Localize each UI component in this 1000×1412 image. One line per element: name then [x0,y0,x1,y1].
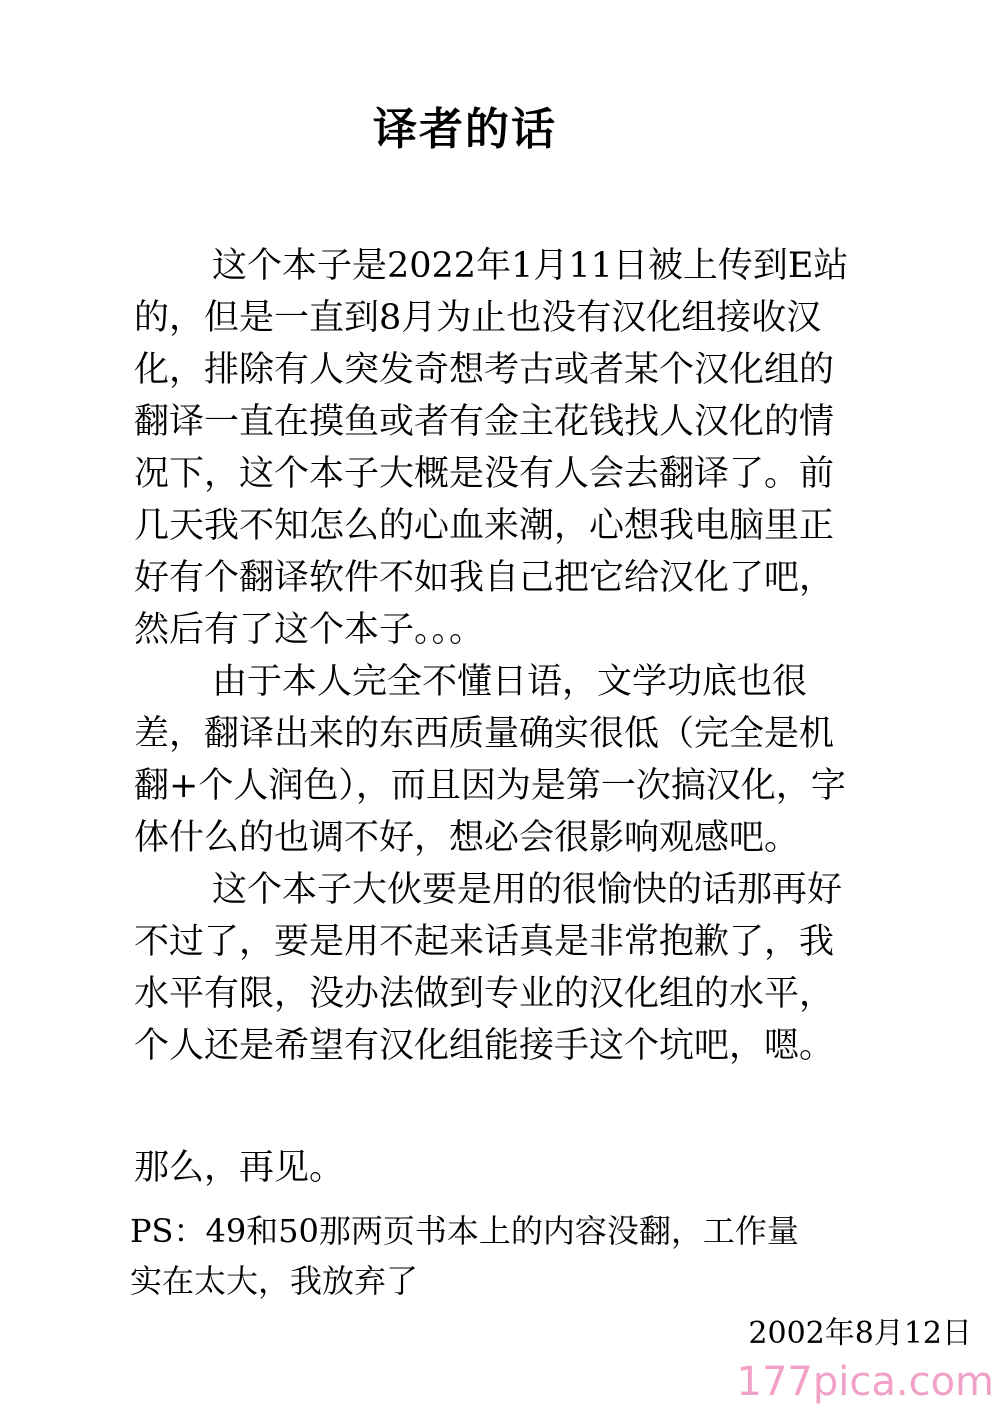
paragraph-1: 这个本子是2022年1月11日被上传到E站的，但是一直到8月为止也没有汉化组接收汉化，排除有人突发奇想考古或者某个汉化组的翻译一直在摸鱼或者有金主花钱找人汉化的情况下，这个本子大概是没有人会去翻译了。前几天我不知怎么的心血来潮，心想我电脑里正好有个翻译软件不如我自己把它给汉化了吧，然后有了这个本子。。。 [134,246,849,650]
signature-date: 2002年8月12日 [748,1316,972,1351]
postscript: PS：49和50那两页书本上的内容没翻，工作量实在太大，我放弃了 [130,1212,799,1300]
paragraph-3: 这个本子大伙要是用的很愉快的话那再好不过了，要是用不起来话真是非常抱歉了，我水平有限，没办法做到专业的汉化组的水平，个人还是希望有汉化组能接手这个坑吧，嗯。 [134,870,843,1066]
watermark: 177pica.com [736,1359,994,1405]
page-title: 译者的话 [373,104,557,155]
body-text [134,240,854,1072]
paragraph-2: 由于本人完全不懂日语，文学功底也很差，翻译出来的东西质量确实很低（完全是机翻+个人润色），而且因为是第一次搞汉化，字体什么的也调不好，想必会很影响观感吧。 [134,662,846,858]
farewell-line: 那么，再见。 [134,1148,345,1188]
